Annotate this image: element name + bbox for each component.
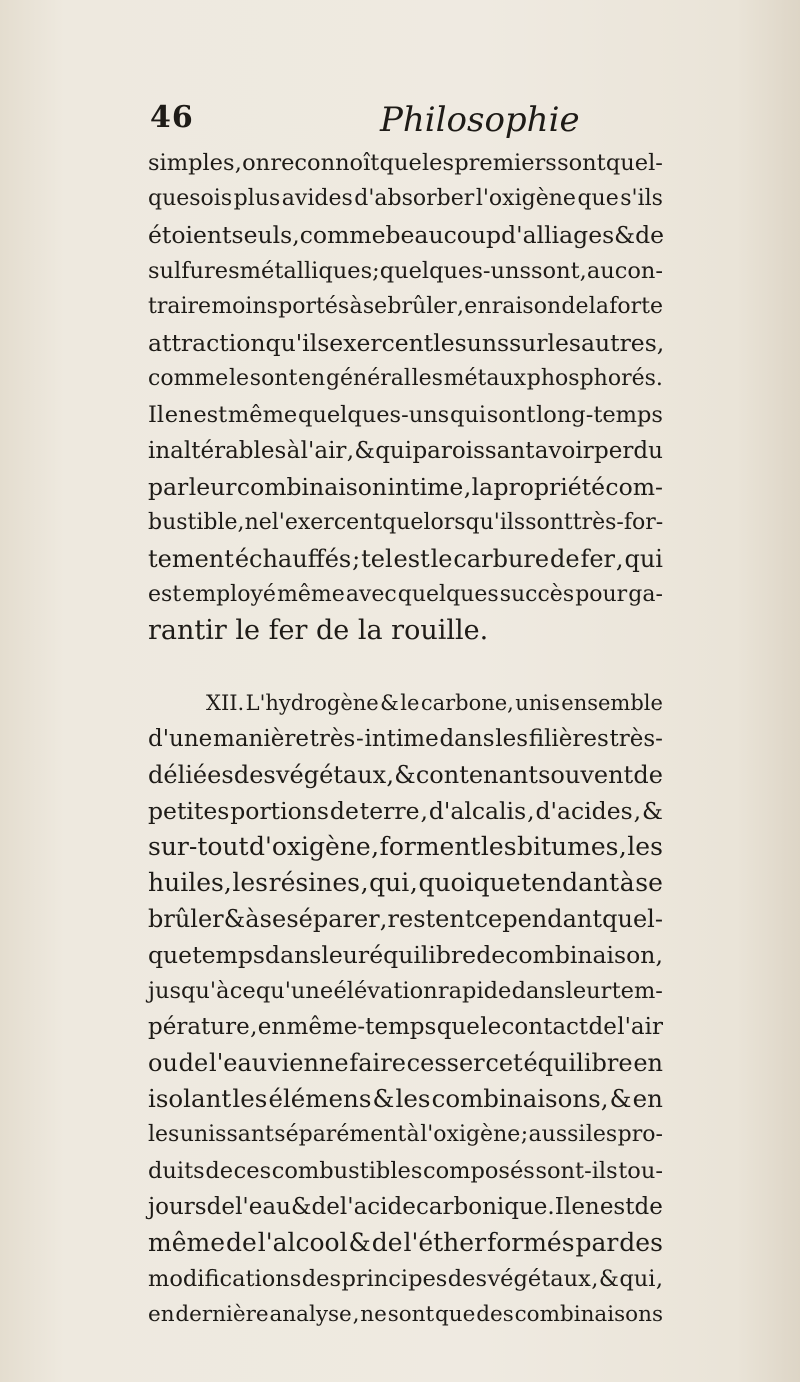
text-line: traire moins portés à se brûler , en raison de la forte	[148, 294, 663, 319]
text-line: les unissant séparément à l'oxigène ; aussi les pro-	[148, 1122, 663, 1147]
text-line: quesois plus avides d'absorber l'oxigène que s'ils	[148, 186, 663, 211]
running-title: Philosophie	[380, 100, 580, 140]
body-text	[148, 145, 663, 1333]
text-line: bustible, ne l'exercent que lorsqu'ils sont très-for-	[148, 510, 664, 535]
text-line: ou de l'eau vienne faire cesser cet équilibre en	[148, 1049, 663, 1077]
text-line: isolant les élémens & les combinaisons, & en	[148, 1084, 663, 1113]
page-header	[150, 100, 650, 140]
text-line: que temps dans leur équilibre de combinaison ,	[148, 941, 663, 969]
text-line: déliées des végétaux , & contenant souvent de	[148, 761, 663, 789]
page-number: 46	[150, 100, 194, 135]
text-line: sur-tout d'oxigène , forment les bitumes , les	[148, 832, 663, 861]
paragraph	[148, 685, 663, 1333]
text-line: par leur combinaison intime , la propriété com-	[148, 473, 663, 501]
text-line: duits de ces combustibles composés sont-ils tou-	[148, 1158, 663, 1184]
text-line: XII. L'hydrogène & le carbone, unis ensemble	[206, 691, 663, 715]
text-line: Il en est même quelques-uns qui sont long-temps	[148, 402, 663, 428]
text-line: brûler & à se séparer , restent cependant quel-	[148, 905, 663, 933]
text-line: d'une manière très - intime dans les filières très-	[148, 726, 663, 752]
text-line: huiles, les résines , qui , quoique tendant à se	[148, 868, 663, 897]
text-line: attraction qu'ils exercent les uns sur les autres ,	[148, 329, 665, 357]
text-line: petites portions de terre , d'alcalis , d'acides , &	[148, 797, 663, 825]
text-line: pérature , en même-temps que le contact de l'air	[148, 1014, 663, 1040]
paragraph-gap	[148, 649, 663, 685]
text-line: est employé même avec quelques succès pour ga-	[148, 582, 663, 607]
text-line: en dernière analyse , ne sont que des combinaisons	[148, 1302, 663, 1327]
text-line: étoient seuls , comme beaucoup d'alliages & de	[148, 221, 665, 249]
text-line: rantir le fer de la rouille.	[148, 615, 489, 646]
text-line: tement échauffés ; tel est le carbure de fer , qui	[148, 545, 663, 573]
text-line: jusqu'à ce qu'une élévation rapide dans leur tem-	[148, 978, 663, 1004]
paragraph	[148, 145, 663, 649]
text-line: sulfures métalliques ; quelques-uns sont , au con-	[148, 258, 663, 284]
text-line: inaltérables à l'air , & qui paroissant avoir perdu	[148, 438, 663, 464]
text-line: jours de l'eau & de l'acide carbonique. Il en est de	[148, 1194, 663, 1220]
text-line: comme le sont en général les métaux phosphorés.	[148, 366, 663, 391]
text-line: simples , on reconnoît que les premiers sont quel-	[148, 150, 663, 176]
text-line: même de l'alcool & de l'éther formés par des	[148, 1228, 663, 1257]
text-line: modifications des principes des végétaux , & qui ,	[148, 1266, 663, 1292]
